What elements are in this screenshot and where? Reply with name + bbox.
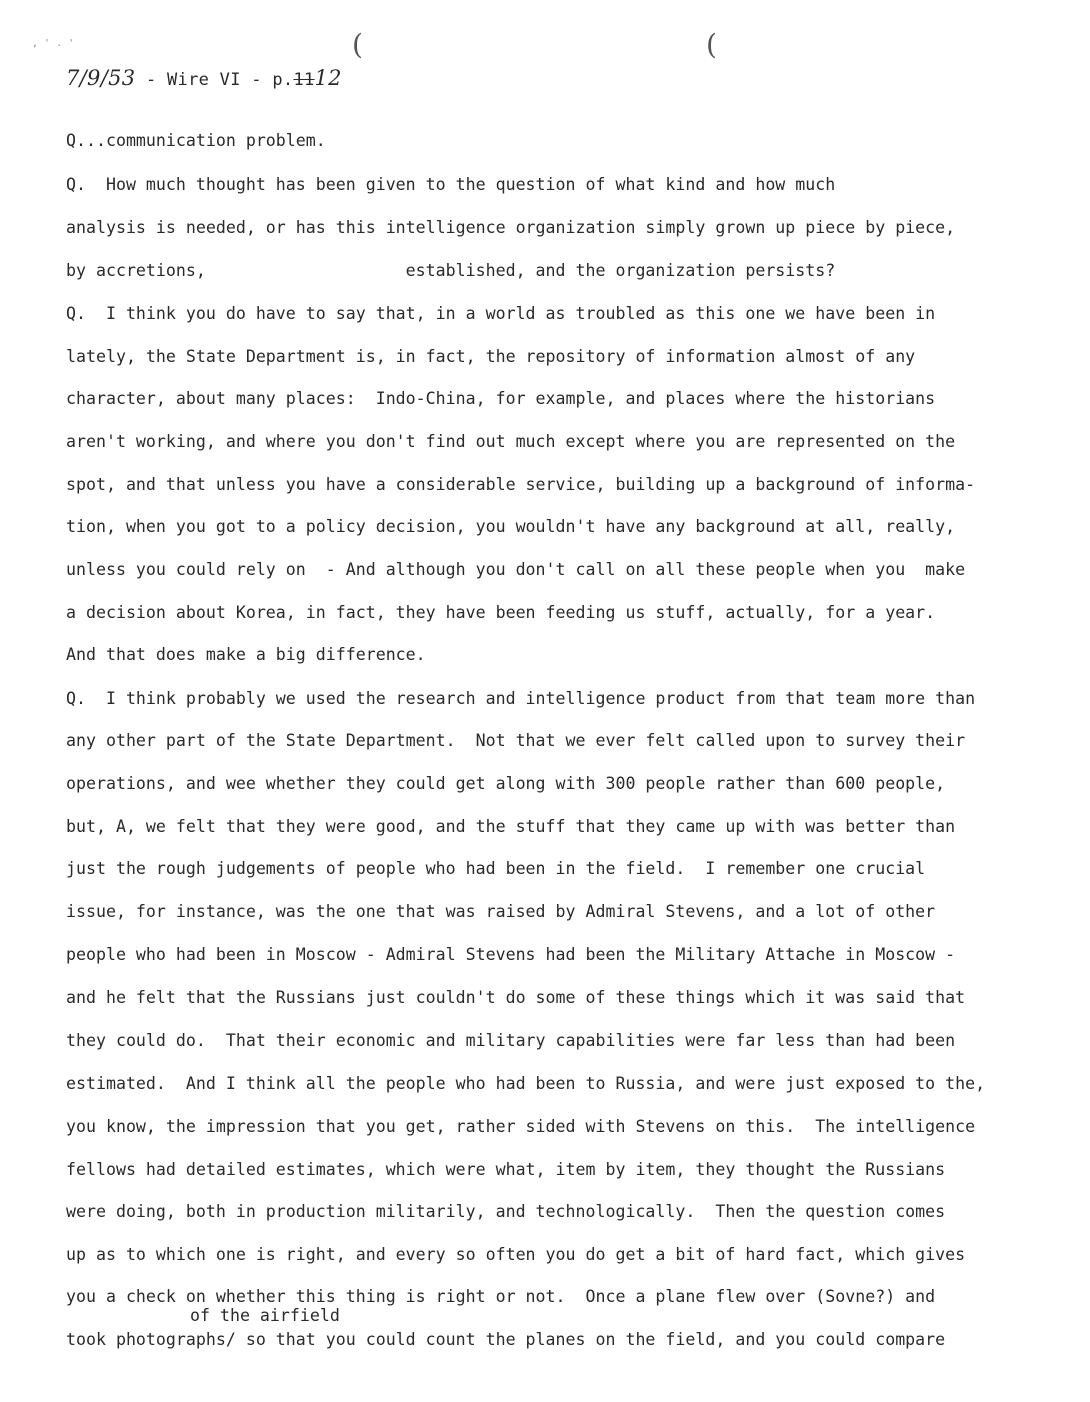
transcript-line: Q. I think probably we used the research and intelligence product from that team more than [66,689,976,708]
header-struck-page: 11 [293,70,315,90]
transcript-line: people who had been in Moscow - Admiral Stevens had been the Military Attache in Moscow - [66,945,956,964]
transcript-line: any other part of the State Department. Not that we ever felt called upon to survey their [66,731,966,750]
stray-mark: , ' . ' [32,38,75,49]
transcript-line: were doing, both in production militarily, and technologically. Then the question comes [66,1202,946,1221]
transcript-line: you a check on whether this thing is right or not. Once a plane flew over (Sovne?) and [66,1287,936,1306]
transcript-line: spot, and that unless you have a considerable service, building up a background of informa- [66,475,976,494]
transcript-line: aren't working, and where you don't find out much except where you are represented on the [66,432,956,451]
transcript-line: And that does make a big difference. [66,645,426,664]
header-date: 7/9/53 [66,66,136,90]
transcript-line: and he felt that the Russians just couldn't do some of these things which it was said that [66,988,966,1007]
transcript-line: estimated. And I think all the people who had been to Russia, and were just exposed to the, [66,1074,986,1093]
transcript-line: Q. I think you do have to say that, in a world as troubled as this one we have been in [66,304,936,323]
transcript-line: unless you could rely on - And although you don't call on all these people when you make [66,560,966,579]
transcript-line: by accretions, established, and the organization persists? [66,261,836,280]
transcript-line: took photographs/ so that you could count the planes on the field, and you could compare [66,1330,946,1349]
transcript-line: analysis is needed, or has this intelligence organization simply grown up piece by piece, [66,218,956,237]
transcript-line: up as to which one is right, and every so often you do get a bit of hard fact, which gives [66,1245,966,1264]
header-page-number: 12 [314,66,342,90]
transcript-line: you know, the impression that you get, rather sided with Stevens on this. The intelligence [66,1117,976,1136]
transcript-line: but, A, we felt that they were good, and the stuff that they came up with was better than [66,817,956,836]
transcript-line: operations, and wee whether they could get along with 300 people rather than 600 people, [66,774,946,793]
transcript-line: Q. How much thought has been given to the question of what kind and how much [66,175,836,194]
transcript-line: lately, the State Department is, in fact, the repository of information almost of any [66,347,916,366]
handwritten-paren-right: ( [706,28,717,61]
header-wire: - Wire VI - p. [135,70,294,90]
transcript-line: Q...communication problem. [66,131,326,150]
transcript-line: issue, for instance, was the one that was raised by Admiral Stevens, and a lot of other [66,902,936,921]
transcript-line: a decision about Korea, in fact, they have been feeding us stuff, actually, for a year. [66,603,936,622]
transcript-line: fellows had detailed estimates, which were what, item by item, they thought the Russians [66,1160,946,1179]
transcript-line: character, about many places: Indo-China, for example, and places where the historians [66,389,936,408]
transcript-line: they could do. That their economic and military capabilities were far less than had been [66,1031,956,1050]
handwritten-insert: of the airfield [190,1306,340,1325]
handwritten-paren-left: ( [352,28,363,61]
transcript-line: just the rough judgements of people who had been in the field. I remember one crucial [66,859,926,878]
transcript-line: tion, when you got to a policy decision, you wouldn't have any background at all, really, [66,517,956,536]
page-header [66,66,342,90]
